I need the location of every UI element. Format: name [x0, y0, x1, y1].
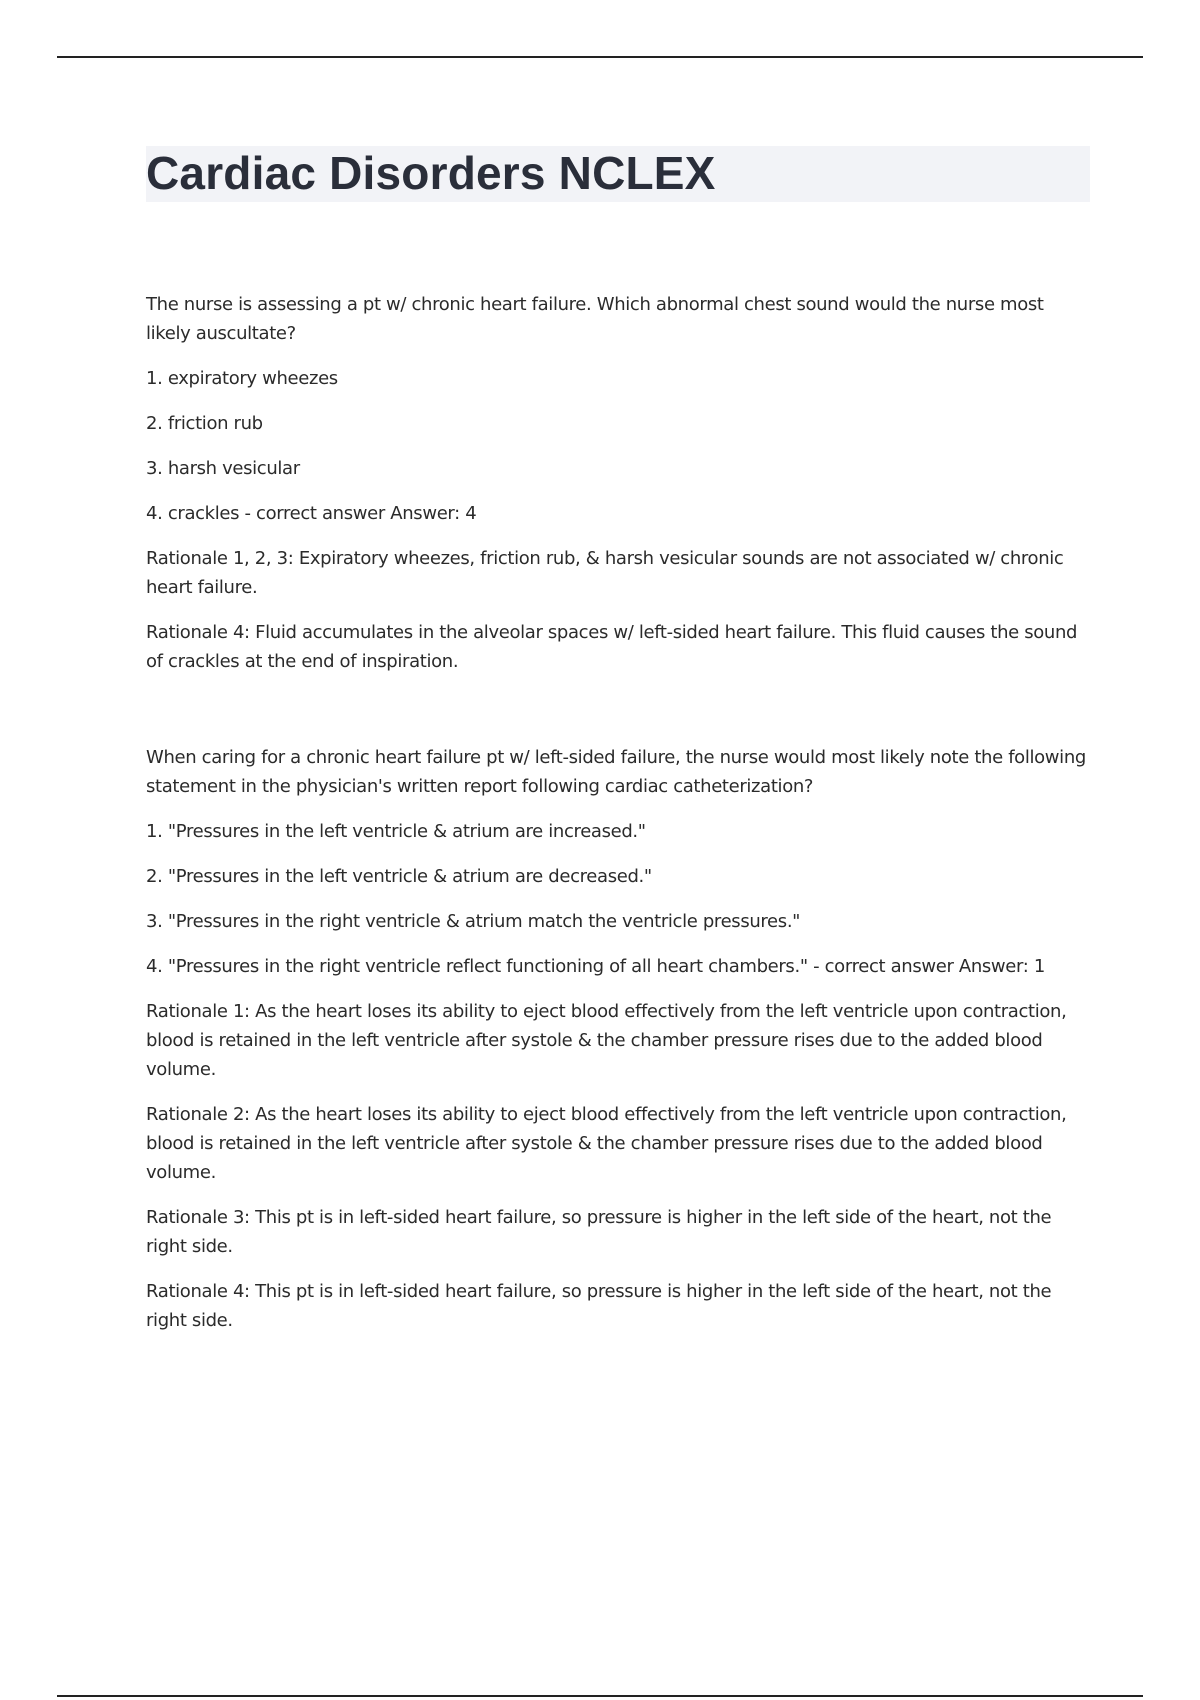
answer-option-correct: 4. "Pressures in the right ventricle reflect functioning of all heart chambers." - correct answer Answer: 1	[146, 956, 1045, 977]
answer-option: 1. "Pressures in the left ventricle & atrium are increased."	[146, 821, 646, 842]
document-body	[146, 290, 1090, 1351]
rationale: Rationale 4: This pt is in left-sided heart failure, so pressure is higher in the left side of the heart, not the right side.	[146, 1281, 1052, 1331]
top-rule	[57, 56, 1143, 58]
question-block-1	[146, 290, 1090, 676]
answer-option: 2. "Pressures in the left ventricle & atrium are decreased."	[146, 866, 652, 887]
rationale: Rationale 4: Fluid accumulates in the alveolar spaces w/ left-sided heart failure. This fluid causes the sound of crackles at the end of inspiration.	[146, 622, 1078, 672]
question-stem: The nurse is assessing a pt w/ chronic heart failure. Which abnormal chest sound would the nurse most likely auscultate?	[146, 294, 1044, 344]
rationale: Rationale 2: As the heart loses its ability to eject blood effectively from the left ventricle upon contraction, blood is retained in the left ventricle after systole & the chamber pressure rises due to the added blood volume.	[146, 1104, 1067, 1183]
bottom-rule	[57, 1695, 1143, 1697]
rationale: Rationale 1, 2, 3: Expiratory wheezes, friction rub, & harsh vesicular sounds are not associated w/ chronic heart failure.	[146, 548, 1064, 598]
answer-option: 1. expiratory wheezes	[146, 368, 338, 389]
answer-option: 3. harsh vesicular	[146, 458, 300, 479]
rationale: Rationale 1: As the heart loses its ability to eject blood effectively from the left ventricle upon contraction, blood is retained in the left ventricle after systole & the chamber pressure rises due to the added blood volume.	[146, 1001, 1067, 1080]
document-title: Cardiac Disorders NCLEX	[146, 147, 716, 199]
question-stem: When caring for a chronic heart failure pt w/ left-sided failure, the nurse would most likely note the following statement in the physician's written report following cardiac catheterization?	[146, 747, 1086, 797]
question-block-2	[146, 743, 1090, 1335]
answer-option: 2. friction rub	[146, 413, 263, 434]
answer-option: 3. "Pressures in the right ventricle & atrium match the ventricle pressures."	[146, 911, 801, 932]
answer-option-correct: 4. crackles - correct answer Answer: 4	[146, 503, 477, 524]
rationale: Rationale 3: This pt is in left-sided heart failure, so pressure is higher in the left side of the heart, not the right side.	[146, 1207, 1052, 1257]
